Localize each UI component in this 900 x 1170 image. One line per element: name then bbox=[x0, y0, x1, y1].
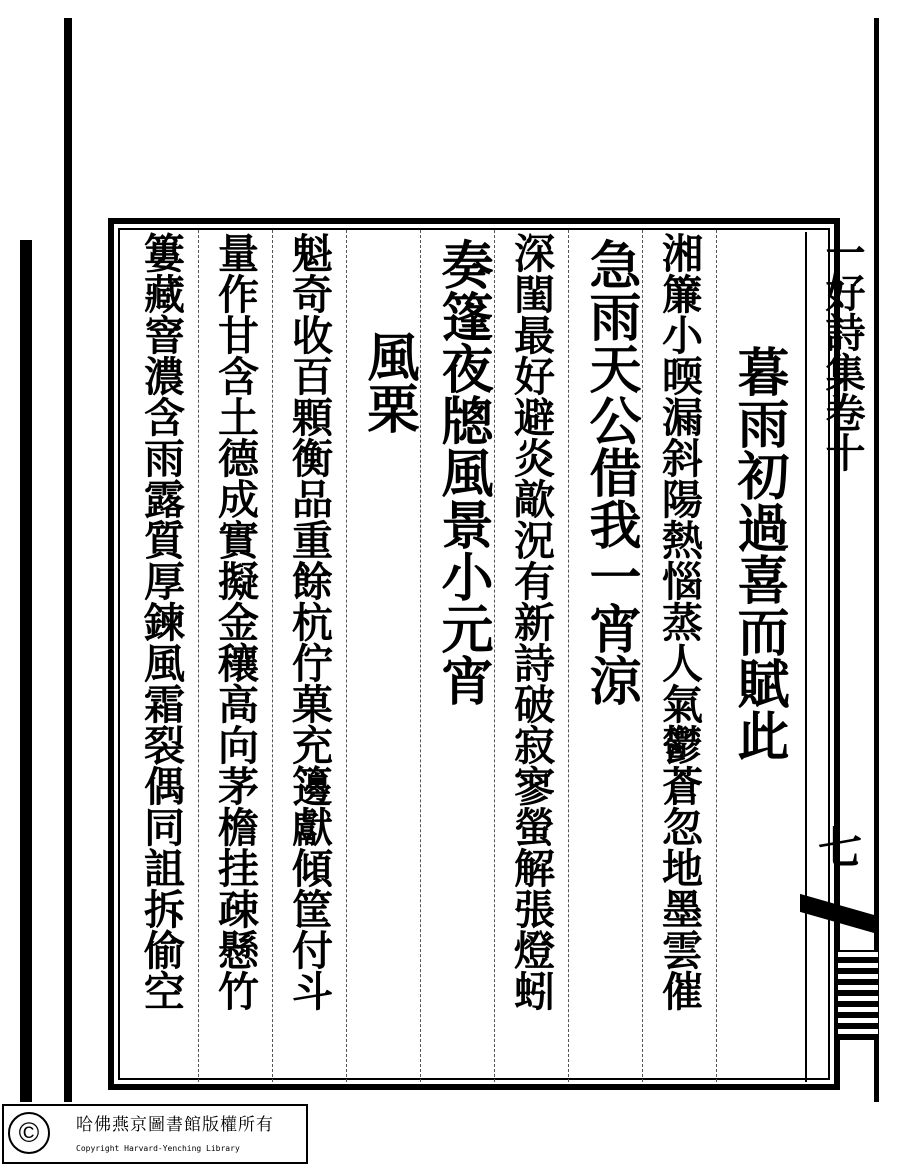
binding-edge-bar bbox=[20, 240, 32, 1102]
poem-title: 暮雨初過喜而賦此 bbox=[728, 345, 789, 761]
margin-divider bbox=[805, 232, 807, 1082]
column-divider bbox=[272, 230, 273, 1082]
copyright-english: Copyright Harvard-Yenching Library bbox=[76, 1144, 240, 1153]
column-divider bbox=[420, 230, 421, 1082]
poem-line: 量作甘含土德成實擬金穰高向茅檐挂疎懸竹 bbox=[211, 232, 259, 1011]
poem-line: 急雨天公借我一宵涼 bbox=[580, 238, 641, 706]
column-divider bbox=[198, 230, 199, 1082]
column-divider bbox=[642, 230, 643, 1082]
column-divider bbox=[494, 230, 495, 1082]
poem-line: 簍藏窨濃含雨露質厚鍊風霜裂偶同詛拆偷空 bbox=[137, 232, 185, 1011]
poem-line: 深閨最好避炎歊況有新詩破寂寥螢解張燈蚓 bbox=[507, 232, 555, 1011]
poem-line: 湘簾小㬉漏斜陽熱惱蒸人氣鬱蒼忽地墨雲催 bbox=[655, 232, 703, 1011]
page-edge-artifact bbox=[838, 950, 878, 1040]
copyright-stamp bbox=[2, 1104, 308, 1164]
right-edge-line bbox=[874, 18, 879, 1102]
column-divider bbox=[716, 230, 717, 1082]
copyright-icon: © bbox=[8, 1112, 50, 1154]
folio-number: 七 bbox=[818, 823, 862, 874]
poem-title: 風栗 bbox=[358, 330, 419, 434]
binding-edge-line bbox=[64, 18, 72, 1102]
book-title: 一好詩集 bbox=[819, 232, 866, 392]
poem-line: 奏篷夜牕風景小元宵 bbox=[432, 238, 493, 706]
margin-book-title bbox=[819, 232, 866, 472]
column-divider bbox=[346, 230, 347, 1082]
copyright-chinese: 哈佛燕京圖書館版權所有 bbox=[76, 1115, 274, 1135]
column-divider bbox=[568, 230, 569, 1082]
poem-line: 魁奇收百顆衡品重餘杭佇菓充籩獻傾筐付斗 bbox=[285, 232, 333, 1011]
volume-label: 卷十 bbox=[819, 392, 866, 472]
